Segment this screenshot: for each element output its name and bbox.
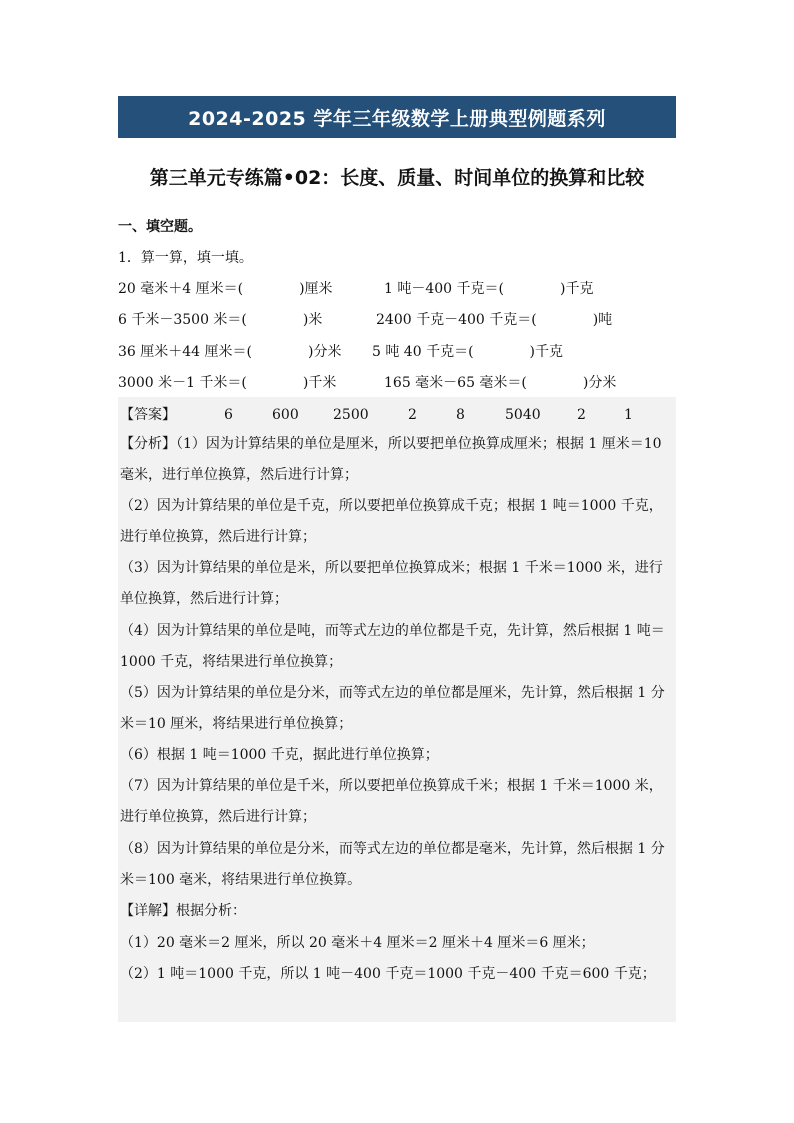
detail-paragraph: （1）20 毫米＝2 厘米，所以 20 毫米＋4 厘米＝2 厘米＋4 厘米＝6 厘米； (120, 935, 595, 951)
fill-blank-item: 3000 米－1 千米＝( )千米 (118, 375, 337, 391)
answer-label: 【答案】 (120, 407, 176, 423)
answer-value: 2 (408, 407, 417, 423)
analysis-paragraph: （6）根据 1 吨＝1000 千克，据此进行单位换算； (120, 747, 439, 763)
fill-blank-item: 36 厘米＋44 厘米＝( )分米 (118, 344, 342, 360)
answer-value: 5040 (505, 407, 541, 423)
page-subtitle: 第三单元专练篇•02：长度、质量、时间单位的换算和比较 (149, 167, 645, 189)
answer-value: 1 (624, 407, 633, 423)
answer-value: 6 (224, 407, 233, 423)
analysis-paragraph: （2）因为计算结果的单位是千克，所以要把单位换算成千克；根据 1 吨＝1000 千克，进行单位换算，然后进行计算； (120, 498, 663, 545)
answer-value: 600 (272, 407, 299, 423)
answer-value: 8 (456, 407, 465, 423)
analysis-paragraph: （4）因为计算结果的单位是吨，而等式左边的单位都是千克，先计算，然后根据 1 吨＝1000 千克，将结果进行单位换算； (120, 623, 665, 670)
analysis-paragraph: 【分析】（1）因为计算结果的单位是厘米，所以要把单位换算成厘米；根据 1 厘米＝10 毫米，进行单位换算，然后进行计算； (120, 436, 662, 483)
fill-blank-item: 165 毫米－65 毫米＝( )分米 (384, 375, 617, 391)
page-title: 2024-2025 学年三年级数学上册典型例题系列 (188, 107, 606, 130)
fill-blank-item: 20 毫米＋4 厘米＝( )厘米 (118, 281, 333, 297)
fill-blank-item: 1 吨－400 千克＝( )千克 (384, 281, 594, 297)
fill-blank-item: 6 千米－3500 米＝( )米 (118, 312, 323, 328)
page-title-banner (118, 96, 676, 138)
analysis-paragraph: （3）因为计算结果的单位是米，所以要把单位换算成米；根据 1 千米＝1000 米，进行单位换算，然后进行计算； (120, 560, 663, 607)
fill-blank-item: 5 吨 40 千克＝( )千克 (372, 344, 563, 360)
analysis-paragraph: （5）因为计算结果的单位是分米，而等式左边的单位都是厘米，先计算，然后根据 1 分米＝10 厘米，将结果进行单位换算； (120, 685, 665, 732)
analysis-paragraph: （7）因为计算结果的单位是千米，所以要把单位换算成千米；根据 1 千米＝1000 米，进行单位换算，然后进行计算； (120, 778, 663, 825)
analysis-paragraph: （8）因为计算结果的单位是分米，而等式左边的单位都是毫米，先计算，然后根据 1 分米＝100 毫米，将结果进行单位换算。 (120, 841, 665, 888)
detail-paragraph: （2）1 吨＝1000 千克，所以 1 吨－400 千克＝1000 千克－400 千克＝600 千克； (120, 966, 656, 982)
answer-value: 2500 (333, 407, 369, 423)
section-heading: 一、填空题。 (118, 219, 202, 235)
answer-value: 2 (577, 407, 586, 423)
detail-label: 【详解】根据分析： (120, 903, 246, 919)
question-title: 1．算一算，填一填。 (118, 250, 253, 266)
fill-blank-item: 2400 千克－400 千克＝( )吨 (376, 312, 613, 328)
